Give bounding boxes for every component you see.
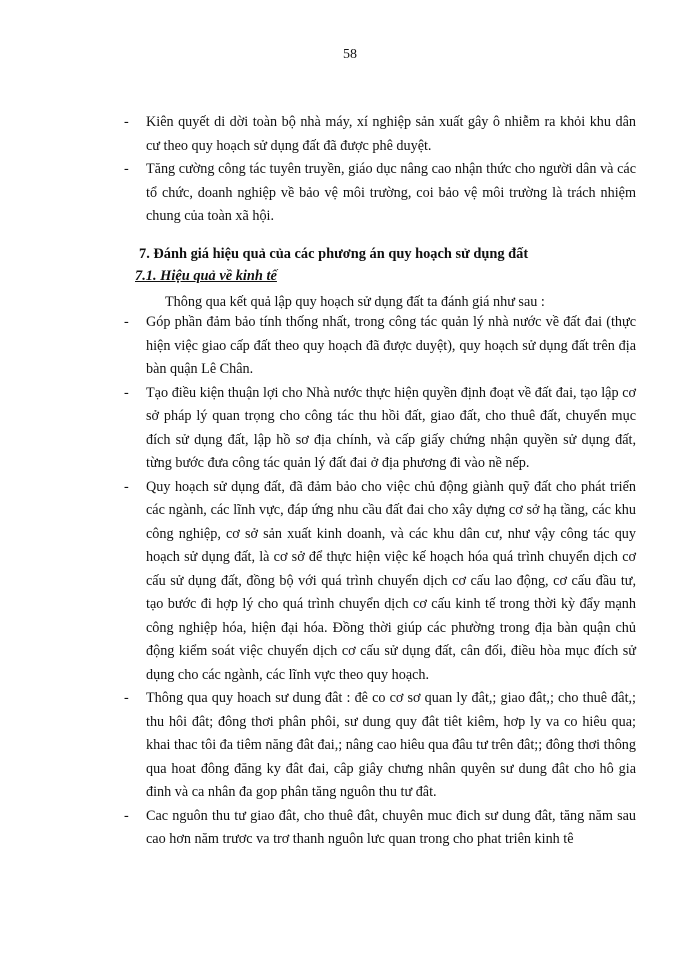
list-item-text: Quy hoạch sử dụng đất, đã đảm bảo cho việc chủ động giành quỹ đất cho phát triển các ngành, các lĩnh vực, đáp ứng nhu cầu đất đai cho xây dựng cơ sở hạ tầng, các khu công nghiệp, cơ sở sản xuất kinh doanh, và các khu dân cư, như vậy công tác quy hoạch sử dụng đất, là cơ sở để thực hiện việc kế hoạch hóa quá trình chuyển dịch cơ cấu sử dụng đất, đồng bộ với quá trình chuyển dịch cơ cấu lao động, cơ cấu đầu tư, tạo bước đi hợp lý cho quá trình chuyển dịch cơ cấu kinh tế trong thời kỳ đẩy mạnh công nghiệp hóa, hiện đại hóa. Đồng thời giúp các phường trong địa bàn quận chủ động kiểm soát việc chuyển dịch cơ cấu sử dụng đất, cân đối, điều hòa mục đích sử dụng cho các ngành, các lĩnh vực theo quy hoạch. <box>146 478 636 683</box>
list-item-text: Thông qua quy hoach sư dung đât : đê co cơ sơ quan ly đât,; giao đât,; cho thuê đât,; thu hôi đât; đông thơi phân phôi, sư dung quy đât tiêt kiêm, hơp ly va co hiêu qua; khai thac tôi đa tiêm năng đât đai,; nâng cao hiêu qua đâu tư trên đât;; đông thơi thông qua hoat đông đăng ky đât đai, câp giây chưng nhân quyên sư dung đât cho hô gia đinh và ca nhân đa gop phân tăng nguôn thu tư đât. <box>146 690 636 800</box>
list-item <box>126 805 636 852</box>
bullet-dash: - <box>124 314 129 330</box>
top-bullet-list <box>126 111 636 229</box>
section-subheading: 7.1. Hiệu quả về kinh tế <box>135 268 277 284</box>
bullet-dash: - <box>124 161 129 177</box>
bullet-dash: - <box>124 478 129 495</box>
list-item <box>126 158 636 229</box>
list-item-text: Tạo điều kiện thuận lợi cho Nhà nước thực hiện quyền định đoạt về đất đai, tạo lập cơ sở pháp lý quan trọng cho công tác thu hồi đất, giao đất, cho thuê đất, chuyển mục đích sử dụng đất, lập hồ sơ địa chính, và cấp giấy chứng nhận quyền sử dụng đất, từng bước đưa công tác quản lý đất đai ở địa phương đi vào nề nếp. <box>146 384 636 471</box>
bullet-dash: - <box>124 807 129 824</box>
section-intro: Thông qua kết quả lập quy hoạch sử dụng đất ta đánh giá như sau : <box>165 294 545 310</box>
bullet-dash: - <box>124 384 129 401</box>
section-heading: 7. Đánh giá hiệu quả của các phương án quy hoạch sử dụng đất <box>139 246 529 262</box>
list-item-text: Kiên quyết di dời toàn bộ nhà máy, xí nghiệp sản xuất gây ô nhiễm ra khỏi khu dân cư theo quy hoạch sử dụng đất đã được phê duyệt. <box>146 114 636 154</box>
list-item <box>126 687 636 805</box>
bullet-dash: - <box>124 690 129 706</box>
bullet-dash: - <box>124 114 129 130</box>
list-item <box>126 382 636 476</box>
list-item <box>126 311 636 382</box>
list-item-text: Tăng cường công tác tuyên truyền, giáo dục nâng cao nhận thức cho người dân và các tổ chức, doanh nghiệp về bảo vệ môi trường, coi bảo vệ môi trường là trách nhiệm chung của toàn xã hội. <box>146 161 636 224</box>
list-item <box>126 476 636 688</box>
list-item-text: Cac nguôn thu tư giao đât, cho thuê đât, chuyên muc đich sư dung đât, tăng năm sau cao hơn năm trươc va trơ thanh nguôn lưc quan trong cho phat triên kinh tê <box>146 807 636 847</box>
bullet-list <box>126 311 636 852</box>
page-number: 58 <box>343 47 357 62</box>
list-item <box>126 111 636 158</box>
list-item-text: Góp phần đảm bảo tính thống nhất, trong công tác quản lý nhà nước về đất đai (thực hiện việc giao cấp đất theo quy hoạch đã được duyệt), quy hoạch sử dụng đất trên địa bàn quận Lê Chân. <box>146 314 636 377</box>
